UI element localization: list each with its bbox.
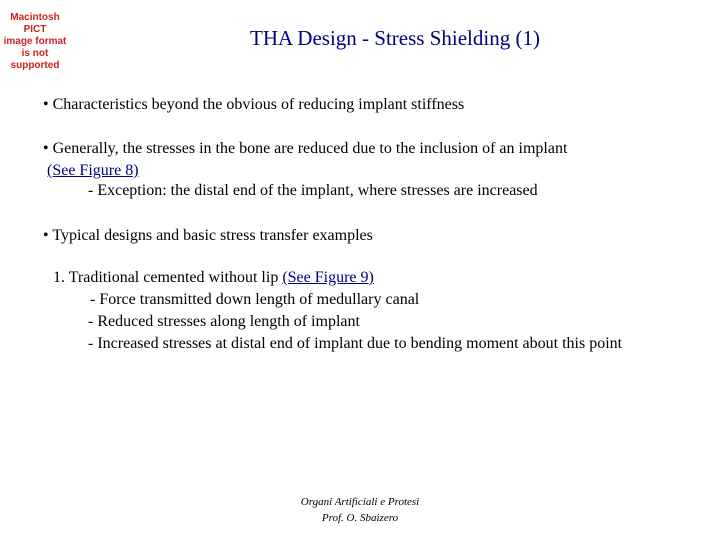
- sub-item-increased: - Increased stresses at distal end of implant due to bending moment about this point: [88, 335, 623, 352]
- footer-professor: Prof. O. Sbaizero: [321, 512, 399, 524]
- sub-item-force: - Force transmitted down length of medullary canal: [90, 291, 420, 308]
- bullet-generally: • Generally, the stresses in the bone are reduced due to the inclusion of an implant: [43, 140, 568, 157]
- placeholder-line-1: Macintosh PICT: [10, 12, 60, 35]
- placeholder-line-2: image format: [3, 36, 67, 47]
- list-item-1-text: 1. Traditional cemented without lip: [53, 269, 279, 286]
- footer: [0, 494, 720, 526]
- see-figure-9-link[interactable]: (See Figure 9): [282, 269, 374, 286]
- footer-course: Organi Artificiali e Protesi: [300, 496, 420, 508]
- sub-item-reduced: - Reduced stresses along length of implant: [88, 313, 360, 330]
- bullet-characteristics: • Characteristics beyond the obvious of reducing implant stiffness: [43, 96, 465, 113]
- slide-title: THA Design - Stress Shielding (1): [250, 26, 540, 50]
- exception-text: - Exception: the distal end of the implant, where stresses are increased: [88, 182, 538, 199]
- list-item-1: [53, 268, 374, 288]
- placeholder-line-3: is not supported: [10, 48, 60, 71]
- see-figure-8-link[interactable]: (See Figure 8): [47, 162, 139, 179]
- bullet-typical-designs: • Typical designs and basic stress transfer examples: [43, 227, 373, 244]
